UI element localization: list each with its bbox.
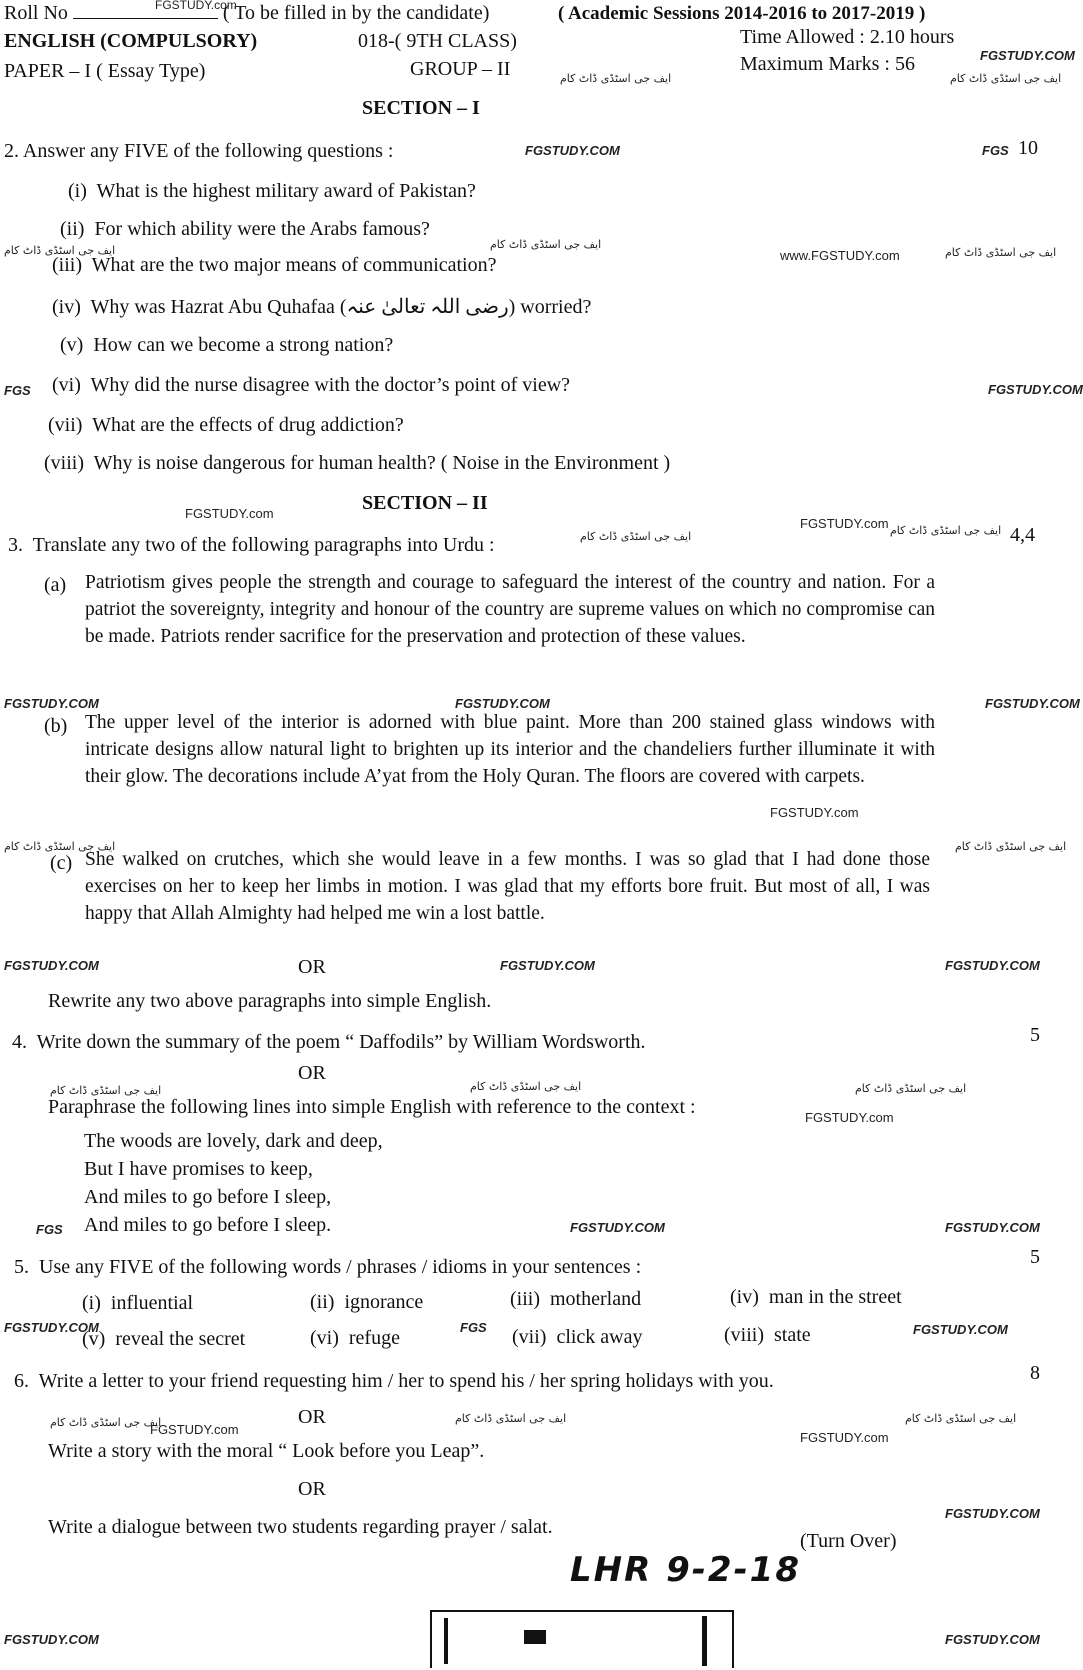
watermark: www.FGSTUDY.com <box>780 248 900 263</box>
paragraph-label: (b) <box>44 715 68 737</box>
question-text: Translate any two of the following paragraphs into Urdu : <box>32 534 495 556</box>
watermark: FGS <box>982 143 1009 158</box>
watermark-urdu: ایف جی اسٹڈی ڈاٹ کام <box>50 1084 162 1097</box>
watermark: FGSTUDY.COM <box>500 958 595 973</box>
word-item <box>512 1326 643 1349</box>
question-number: 5. <box>14 1256 29 1278</box>
watermark-urdu: ایف جی اسٹڈی ڈاٹ کام <box>560 72 672 85</box>
item-number: (viii) <box>724 1324 764 1346</box>
watermark-urdu: ایف جی اسٹڈی ڈاٹ کام <box>890 524 1002 537</box>
watermark: FGS <box>4 383 31 398</box>
short-question <box>52 294 591 319</box>
short-question <box>60 334 393 357</box>
item-number: (iii) <box>52 254 82 276</box>
watermark: FGSTUDY.COM <box>525 143 620 158</box>
question-5-marks: 5 <box>1030 1246 1040 1268</box>
question-4-marks: 5 <box>1030 1024 1040 1046</box>
paragraph-c: She walked on crutches, which she would leave in a few months. I was so glad that I had done those exercises on her to keep her limbs in motion. I was glad that my efforts bore fruit. But most of all, I was happy that Allah Almighty had helped me win a lost battle. <box>85 849 930 924</box>
watermark-urdu: ایف جی اسٹڈی ڈاٹ کام <box>4 840 116 853</box>
watermark-urdu: ایف جی اسٹڈی ڈاٹ کام <box>950 72 1062 85</box>
watermark-urdu: ایف جی اسٹڈی ڈاٹ کام <box>455 1412 567 1425</box>
question-text: Answer any FIVE of the following questions : <box>22 140 394 162</box>
item-text: What are the effects of drug addiction? <box>92 414 404 436</box>
item-text: Why is noise dangerous for human health? ( Noise in the Environment ) <box>93 452 671 474</box>
maximum-marks: Maximum Marks : 56 <box>740 53 915 75</box>
item-text: For which ability were the Arabs famous? <box>94 218 430 240</box>
item-text: man in the street <box>768 1286 902 1308</box>
watermark: FGSTUDY.COM <box>4 958 99 973</box>
item-text: click away <box>556 1326 643 1348</box>
watermark: FGSTUDY.com <box>155 0 237 12</box>
watermark-urdu: ایف جی اسٹڈی ڈاٹ کام <box>905 1412 1017 1425</box>
item-number: (vi) <box>310 1327 339 1349</box>
watermark: FGSTUDY.com <box>150 1422 239 1437</box>
item-number: (v) <box>82 1328 106 1350</box>
word-item <box>82 1328 245 1351</box>
question-2 <box>4 140 393 163</box>
question-number: 2. <box>4 140 19 162</box>
watermark: FGS <box>460 1320 487 1335</box>
question-text: Write down the summary of the poem “ Daffodils” by William Wordsworth. <box>36 1031 646 1053</box>
word-item <box>730 1286 902 1309</box>
item-number: (vii) <box>48 414 83 436</box>
watermark: FGSTUDY.COM <box>570 1220 665 1235</box>
item-text: motherland <box>550 1288 642 1310</box>
sessions-text: ( Academic Sessions 2014-2016 to 2017-2019 ) <box>558 3 926 24</box>
group-label: GROUP – II <box>410 58 511 80</box>
roll-no-label: Roll No <box>4 2 68 24</box>
question-6-marks: 8 <box>1030 1362 1040 1384</box>
watermark: FGSTUDY.COM <box>4 1320 99 1335</box>
item-number: (viii) <box>44 452 84 474</box>
watermark-urdu: ایف جی اسٹڈی ڈاٹ کام <box>50 1416 162 1429</box>
paper-code: 018-( 9TH CLASS) <box>358 30 517 52</box>
short-question <box>60 218 430 241</box>
watermark: FGSTUDY.COM <box>985 696 1080 711</box>
word-item <box>82 1292 193 1315</box>
watermark-urdu: ایف جی اسٹڈی ڈاٹ کام <box>945 246 1057 259</box>
watermark: FGSTUDY.com <box>185 506 274 521</box>
item-text: refuge <box>348 1327 400 1349</box>
watermark-urdu: ایف جی اسٹڈی ڈاٹ کام <box>580 530 692 543</box>
short-question <box>44 452 670 475</box>
section-one-heading: SECTION – I <box>362 97 480 119</box>
watermark: FGSTUDY.com <box>805 1110 894 1125</box>
question-2-marks: 10 <box>1018 137 1038 159</box>
item-text: What is the highest military award of Pakistan? <box>96 180 476 202</box>
watermark-urdu: ایف جی اسٹڈی ڈاٹ کام <box>490 238 602 251</box>
turn-over-note: (Turn Over) <box>800 1530 897 1552</box>
watermark: FGSTUDY.com <box>770 805 859 820</box>
item-number: (iii) <box>510 1288 540 1310</box>
paraphrase-instruction: Paraphrase the following lines into simple English with reference to the context : <box>48 1096 696 1118</box>
watermark: FGSTUDY.COM <box>945 1220 1040 1235</box>
watermark: FGSTUDY.com <box>800 1430 889 1445</box>
question-3 <box>8 534 495 557</box>
watermark: FGSTUDY.COM <box>455 696 550 711</box>
item-text: ignorance <box>344 1291 424 1313</box>
watermark-urdu: ایف جی اسٹڈی ڈاٹ کام <box>4 244 116 257</box>
watermark: FGSTUDY.com <box>800 516 889 531</box>
watermark: FGSTUDY.COM <box>945 1632 1040 1647</box>
barcode-box <box>430 1610 734 1668</box>
item-number: (iv) <box>52 296 81 318</box>
question-5 <box>14 1256 641 1279</box>
watermark: FGSTUDY.COM <box>4 1632 99 1647</box>
item-number: (ii) <box>310 1291 335 1313</box>
question-6 <box>14 1370 774 1393</box>
story-instruction: Write a story with the moral “ Look before you Leap”. <box>48 1440 485 1462</box>
item-number: (vi) <box>52 374 81 396</box>
time-allowed: Time Allowed : 2.10 hours <box>740 26 955 48</box>
word-item <box>510 1288 641 1311</box>
item-number: (ii) <box>60 218 85 240</box>
item-text: state <box>774 1324 811 1346</box>
paragraph-a: Patriotism gives people the strength and courage to safeguard the interest of the country and nation. For a patriot the sovereignty, integrity and honour of the country are supreme values on which no compromise can be made. Patriots render sacrifice for the preservation and protection of these values. <box>85 572 935 647</box>
item-number: (iv) <box>730 1286 759 1308</box>
short-question <box>52 254 497 277</box>
paragraph-b: The upper level of the interior is adorned with blue paint. More than 200 stained glass windows with intricate designs allow natural light to brighten up its interior and the chandeliers further illuminate it with their glow. The decorations include A’yat from the Holy Quran. The floors are covered with carpets. <box>85 712 935 787</box>
watermark: FGSTUDY.COM <box>988 382 1083 397</box>
watermark: FGSTUDY.COM <box>945 958 1040 973</box>
short-question <box>68 180 476 203</box>
poem-line: And miles to go before I sleep, <box>84 1186 332 1208</box>
roll-no-note: ( To be filled in by the candidate) <box>222 2 490 24</box>
watermark-urdu: ایف جی اسٹڈی ڈاٹ کام <box>955 840 1067 853</box>
or-separator: OR <box>298 1062 326 1084</box>
or-separator: OR <box>298 1478 326 1500</box>
short-question <box>48 414 404 437</box>
paragraph-label: (a) <box>44 574 67 596</box>
paper-title: PAPER – I ( Essay Type) <box>4 60 206 82</box>
paragraph-label: (c) <box>50 852 73 874</box>
subject-title: ENGLISH (COMPULSORY) <box>4 30 258 52</box>
question-3-marks: 4,4 <box>1010 524 1035 546</box>
watermark-urdu: ایف جی اسٹڈی ڈاٹ کام <box>470 1080 582 1093</box>
question-number: 6. <box>14 1370 29 1392</box>
dialogue-instruction: Write a dialogue between two students regarding prayer / salat. <box>48 1516 553 1538</box>
item-number: (v) <box>60 334 84 356</box>
item-text: How can we become a strong nation? <box>93 334 394 356</box>
roll-no-line <box>4 2 489 25</box>
word-item <box>724 1324 811 1347</box>
or-separator: OR <box>298 956 326 978</box>
item-number: (i) <box>68 180 87 202</box>
question-text: Write a letter to your friend requesting him / her to spend his / her spring holidays with you. <box>38 1370 774 1392</box>
item-number: (vii) <box>512 1326 547 1348</box>
watermark: FGSTUDY.COM <box>945 1506 1040 1521</box>
word-item <box>310 1327 400 1350</box>
item-text: reveal the secret <box>115 1328 246 1350</box>
question-number: 4. <box>12 1031 27 1053</box>
watermark: FGSTUDY.COM <box>4 696 99 711</box>
poem-line: But I have promises to keep, <box>84 1158 313 1180</box>
item-text: Why did the nurse disagree with the doctor’s point of view? <box>90 374 571 396</box>
watermark-urdu: ایف جی اسٹڈی ڈاٹ کام <box>855 1082 967 1095</box>
item-number: (i) <box>82 1292 101 1314</box>
question-number: 3. <box>8 534 23 556</box>
or-separator: OR <box>298 1406 326 1428</box>
poem-line: The woods are lovely, dark and deep, <box>84 1130 383 1152</box>
item-text: What are the two major means of communication? <box>91 254 497 276</box>
question-4 <box>12 1031 646 1054</box>
handwritten-code: LHR 9-2-18 <box>570 1550 801 1590</box>
short-question <box>52 374 570 397</box>
poem-line: And miles to go before I sleep. <box>84 1214 332 1236</box>
item-text: influential <box>110 1292 194 1314</box>
section-two-heading: SECTION – II <box>362 492 488 514</box>
watermark: FGSTUDY.COM <box>913 1322 1008 1337</box>
watermark: FGS <box>36 1222 63 1237</box>
question-text: Use any FIVE of the following words / phrases / idioms in your sentences : <box>39 1256 642 1278</box>
word-item <box>310 1291 423 1314</box>
watermark: FGSTUDY.COM <box>980 48 1075 63</box>
rewrite-instruction: Rewrite any two above paragraphs into simple English. <box>48 990 492 1012</box>
item-text: Why was Hazrat Abu Quhafaa (رضی اللہ تعالیٰ عنہ) worried? <box>90 296 592 318</box>
